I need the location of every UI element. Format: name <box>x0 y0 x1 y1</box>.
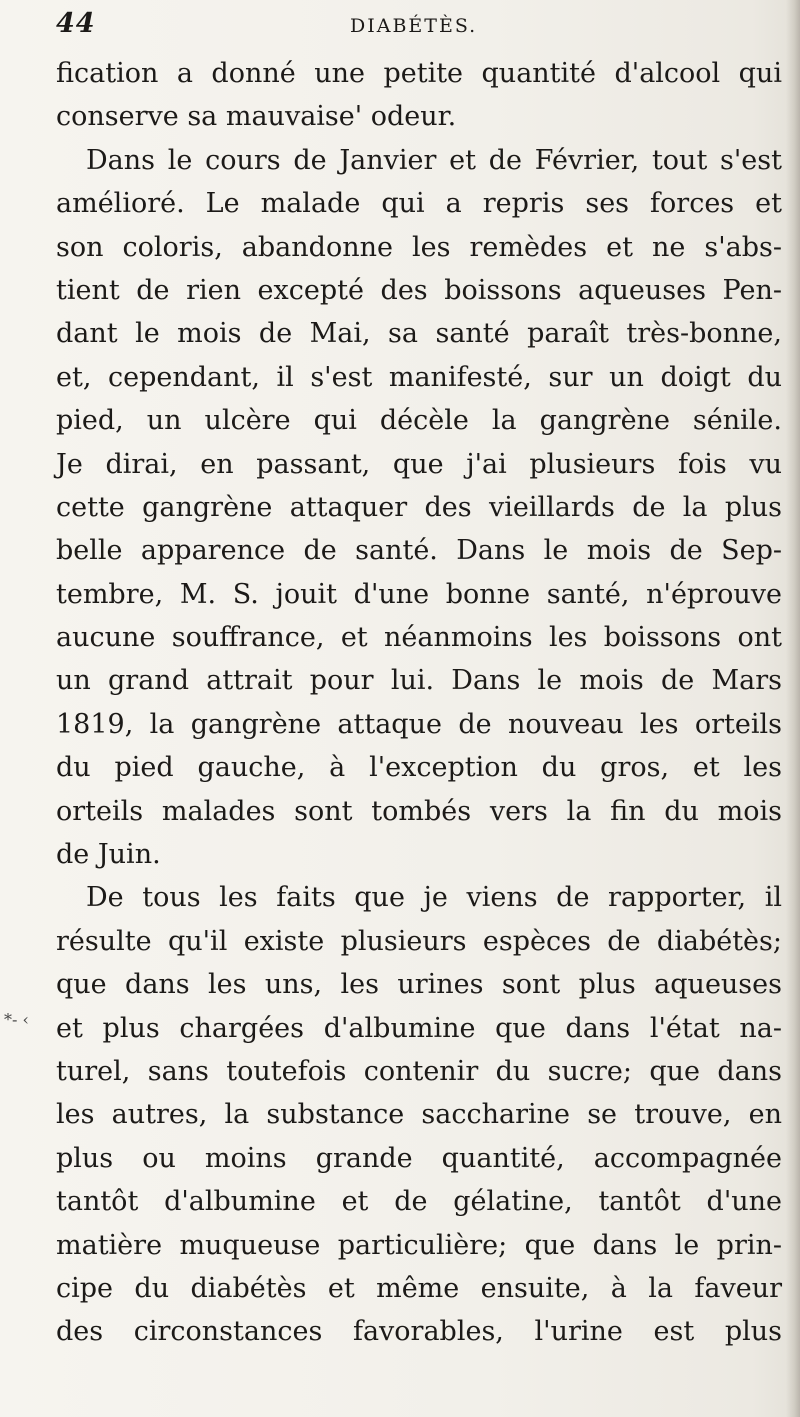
text-line: tient de rien excepté des boissons aqueuses Pen- <box>56 274 782 306</box>
text-line: cette gangrène attaquer des vieillards de la plus <box>56 491 782 523</box>
running-head: DIABÉTÈS. <box>350 15 478 37</box>
text-line: matière muqueuse particulière; que dans le prin- <box>56 1229 782 1261</box>
text-line: et plus chargées d'albumine que dans l'état na- <box>56 1012 782 1044</box>
text-line: dant le mois de Mai, sa santé paraît très-bonne, <box>56 318 782 350</box>
text-line: du pied gauche, à l'exception du gros, et les <box>56 752 782 784</box>
text-line: belle apparence de santé. Dans le mois de Sep- <box>56 535 782 567</box>
text-line: pied, un ulcère qui décèle la gangrène sénile. <box>56 405 782 437</box>
text-line: cipe du diabétès et même ensuite, à la faveur <box>56 1272 782 1304</box>
page-header <box>0 8 800 44</box>
text-line: des circonstances favorables, l'urine est plus <box>56 1316 782 1348</box>
text-line: les autres, la substance saccharine se trouve, en <box>56 1099 782 1131</box>
margin-mark: *- ‹ <box>4 1010 29 1029</box>
text-line: turel, sans toutefois contenir du sucre; que dans <box>56 1055 782 1087</box>
text-line: conserve sa mauvaise' odeur. <box>56 101 457 133</box>
text-line: fication a donné une petite quantité d'alcool qui <box>56 58 782 89</box>
text-line: amélioré. Le malade qui a repris ses forces et <box>56 188 782 220</box>
text-line: tantôt d'albumine et de gélatine, tantôt d'une <box>56 1186 782 1218</box>
text-line: 1819, la gangrène attaque de nouveau les orteils <box>56 708 782 740</box>
text-line: Je dirai, en passant, que j'ai plusieurs fois vu <box>56 448 782 480</box>
text-line: que dans les uns, les urines sont plus aqueuses <box>56 969 782 1001</box>
body-text <box>56 52 782 1354</box>
text-line: résulte qu'il existe plusieurs espèces de diabétès; <box>56 925 782 957</box>
text-line: tembre, M. S. jouit d'une bonne santé, n'éprouve <box>56 578 782 610</box>
text-line: plus ou moins grande quantité, accompagnée <box>56 1142 782 1174</box>
text-line: un grand attrait pour lui. Dans le mois de Mars <box>56 665 782 697</box>
text-line: son coloris, abandonne les remèdes et ne s'abs- <box>56 231 782 263</box>
text-line: de Juin. <box>56 839 161 871</box>
text-line: De tous les faits que je viens de rapporter, il <box>86 882 782 914</box>
page-edge-shadow <box>786 0 800 1417</box>
page-number: 44 <box>56 8 96 39</box>
text-line: orteils malades sont tombés vers la fin du mois <box>56 795 782 827</box>
text-line: aucune souffrance, et néanmoins les boissons ont <box>56 622 782 654</box>
text-line: Dans le cours de Janvier et de Février, tout s'est <box>86 144 782 176</box>
text-line: et, cependant, il s'est manifesté, sur un doigt du <box>56 361 782 393</box>
